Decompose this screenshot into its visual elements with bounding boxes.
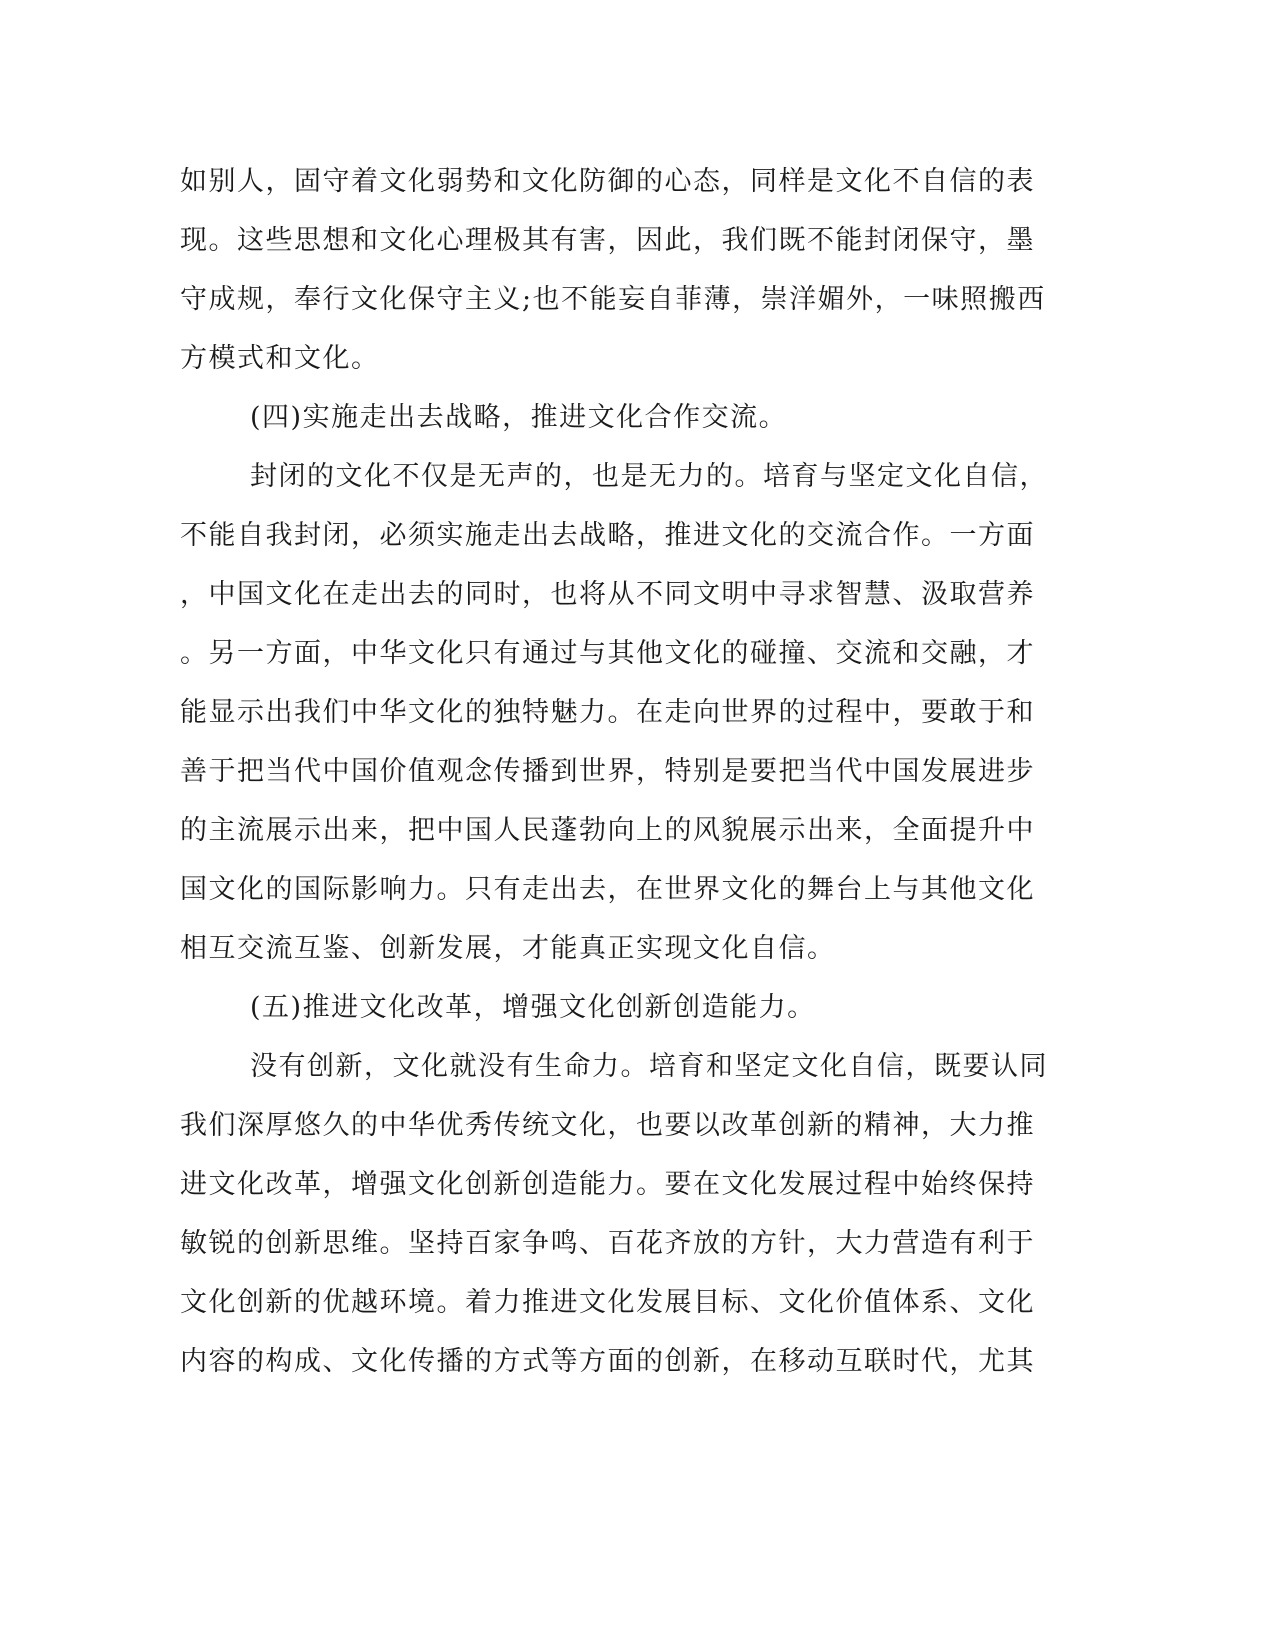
text-line: 的主流展示出来，把中国人民蓬勃向上的风貌展示出来，全面提升中 (180, 815, 1035, 846)
section-heading: (四)实施走出去战略，推进文化合作交流。 (250, 402, 788, 433)
section-heading: (五)推进文化改革，增强文化创新创造能力。 (250, 992, 816, 1023)
text-line: 。另一方面，中华文化只有通过与其他文化的碰撞、交流和交融，才 (180, 638, 1035, 669)
text-line: 善于把当代中国价值观念传播到世界，特别是要把当代中国发展进步 (180, 756, 1035, 787)
text-line: 敏锐的创新思维。坚持百家争鸣、百花齐放的方针，大力营造有利于 (180, 1228, 1035, 1259)
text-line: 方模式和文化。 (180, 343, 380, 374)
text-line: 相互交流互鉴、创新发展，才能真正实现文化自信。 (180, 933, 836, 964)
text-line: 没有创新，文化就没有生命力。培育和坚定文化自信，既要认同 (250, 1051, 1048, 1082)
text-line: 不能自我封闭，必须实施走出去战略，推进文化的交流合作。一方面 (180, 520, 1035, 551)
text-line: 能显示出我们中华文化的独特魅力。在走向世界的过程中，要敢于和 (180, 697, 1035, 728)
text-line: ，中国文化在走出去的同时，也将从不同文明中寻求智慧、汲取营养 (180, 579, 1035, 610)
text-line: 进文化改革，增强文化创新创造能力。要在文化发展过程中始终保持 (180, 1169, 1035, 1200)
text-line: 现。这些思想和文化心理极其有害，因此，我们既不能封闭保守，墨 (180, 225, 1035, 256)
text-line: 国文化的国际影响力。只有走出去，在世界文化的舞台上与其他文化 (180, 874, 1035, 905)
text-line: 我们深厚悠久的中华优秀传统文化，也要以改革创新的精神，大力推 (180, 1110, 1035, 1141)
body-text (180, 160, 1048, 1399)
text-line: 内容的构成、文化传播的方式等方面的创新，在移动互联时代，尤其 (180, 1346, 1035, 1377)
text-line: 文化创新的优越环境。着力推进文化发展目标、文化价值体系、文化 (180, 1287, 1035, 1318)
text-line: 如别人，固守着文化弱势和文化防御的心态，同样是文化不自信的表 (180, 166, 1035, 197)
text-line: 守成规，奉行文化保守主义;也不能妄自菲薄，崇洋媚外，一味照搬西 (180, 284, 1046, 315)
text-line: 封闭的文化不仅是无声的，也是无力的。培育与坚定文化自信， (250, 461, 1048, 492)
